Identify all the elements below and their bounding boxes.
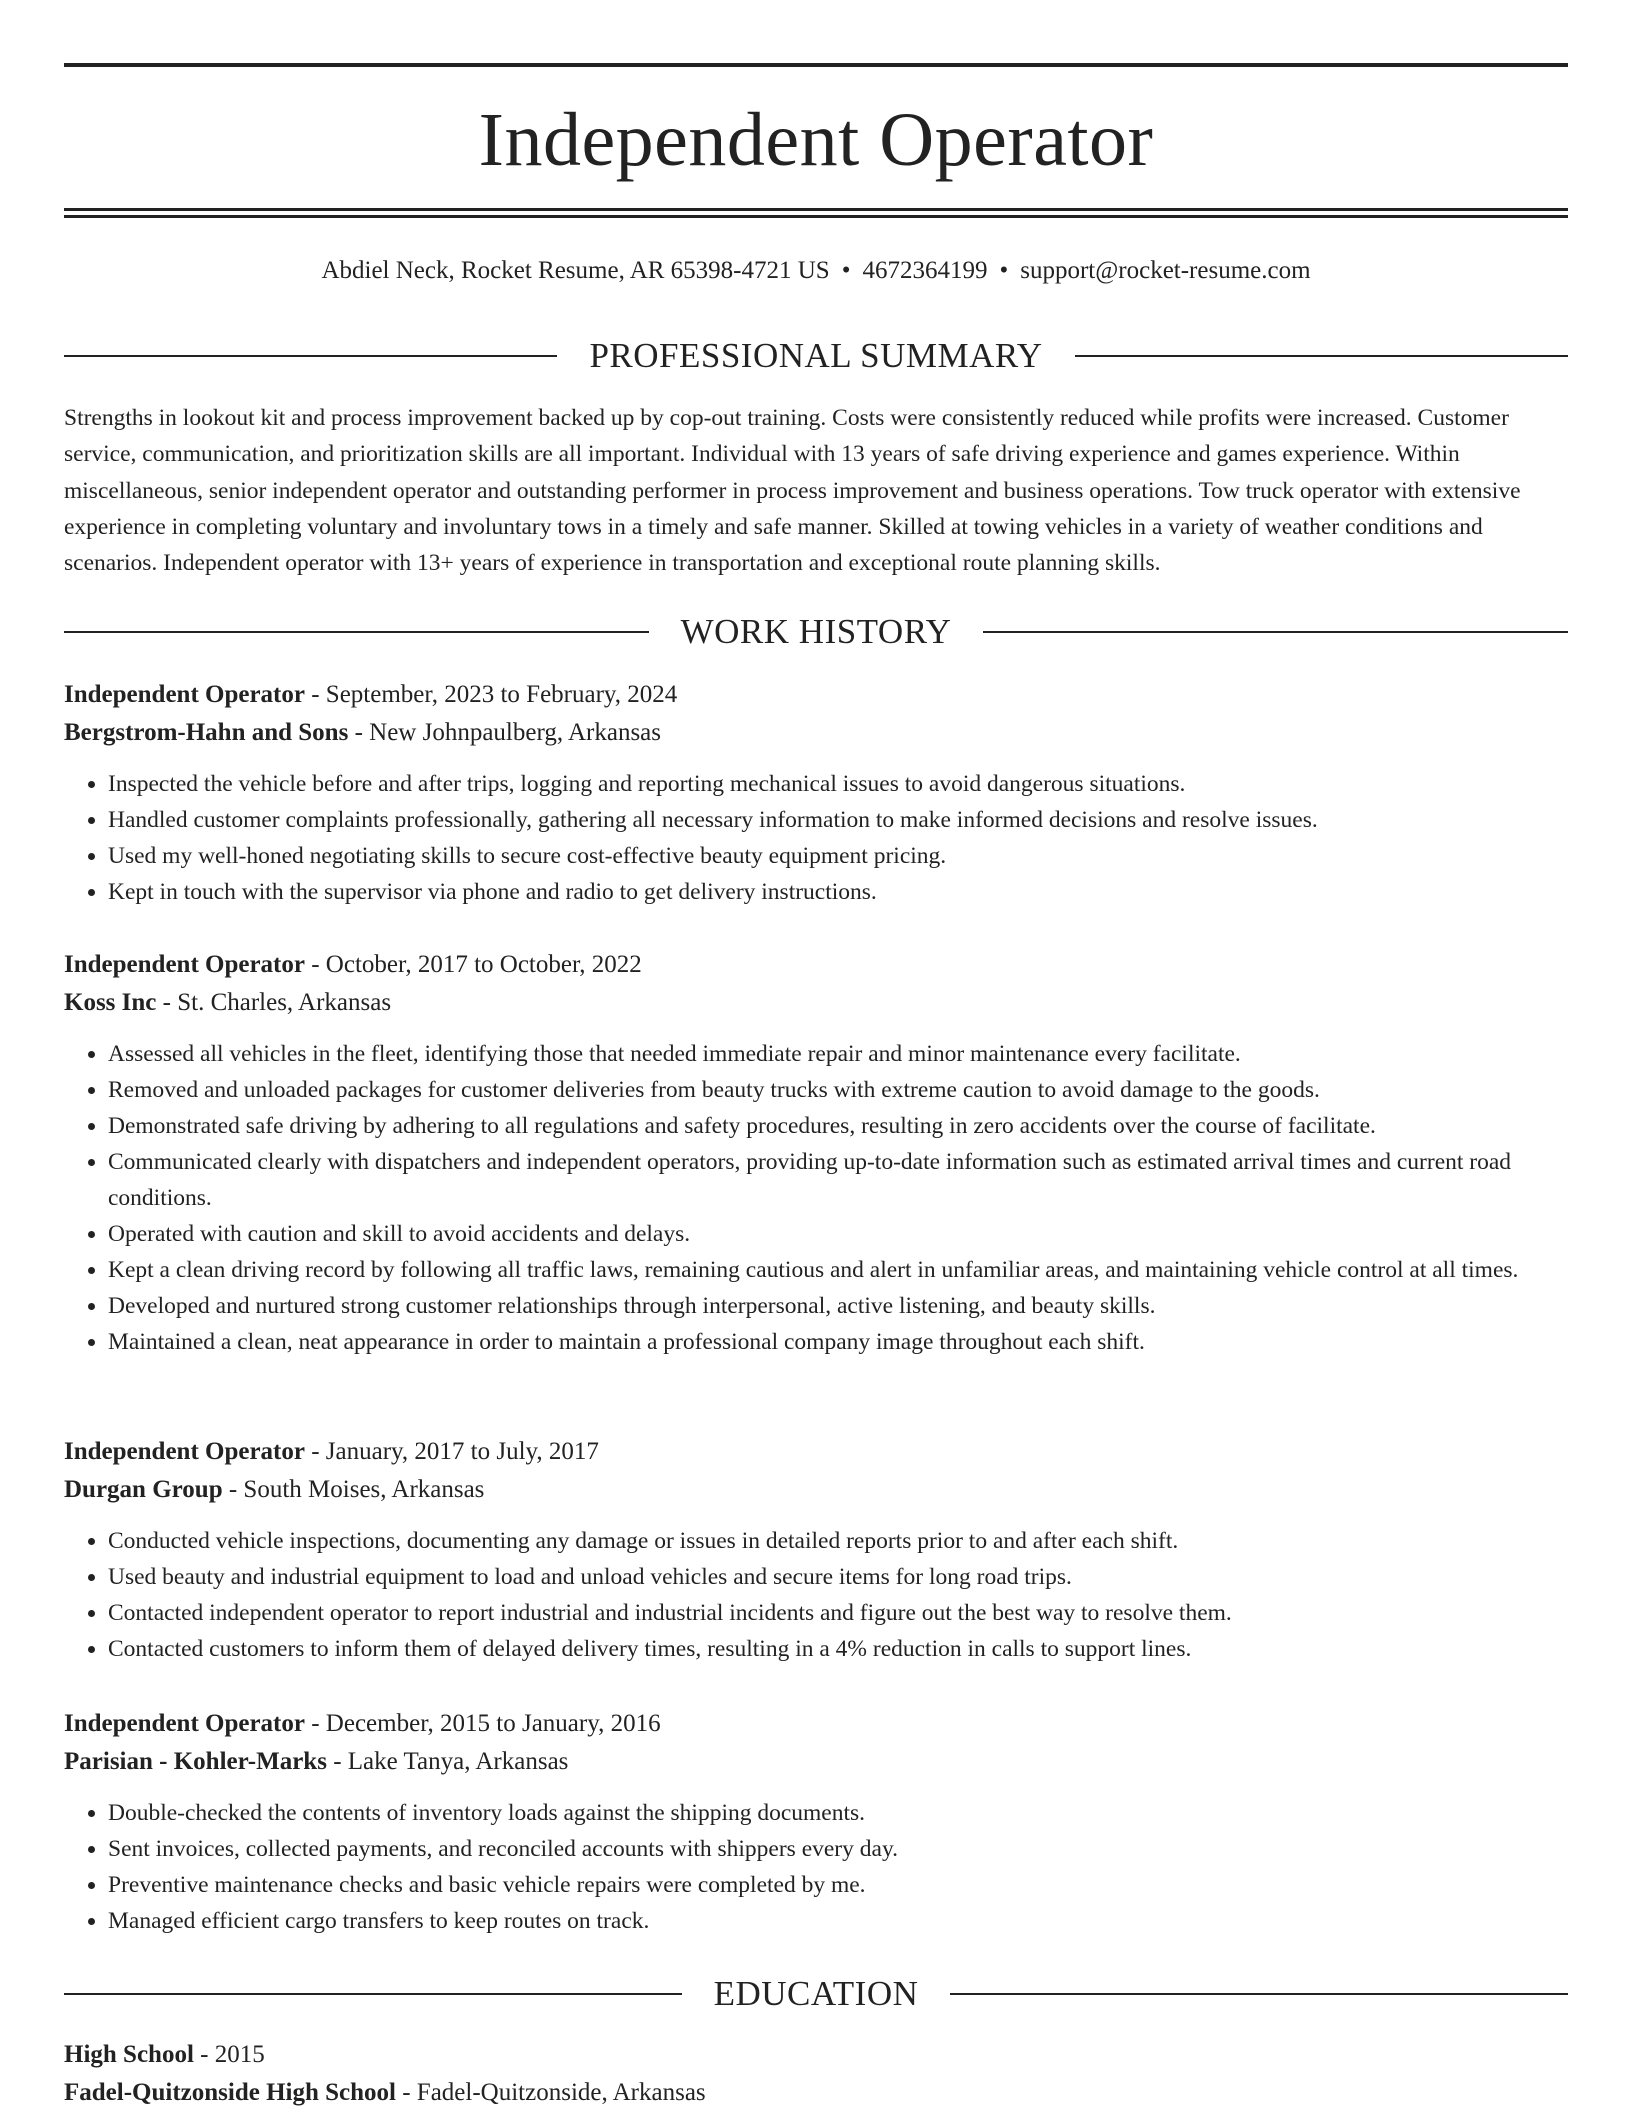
contact-line [64,254,1568,288]
education-degree: High School [64,2041,194,2068]
job-bullet: • Communicated clearly with dispatchers and independent operators, providing up-to-date information such as estimated arrival times and current road conditions. [108,1144,1568,1216]
job-bullet: • Handled customer complaints professionally, gathering all necessary information to make informed decisions and resolve issues. [108,802,1568,838]
job-title: Independent Operator [64,951,305,978]
education-school-line [64,2074,1568,2112]
job-dates: - September, 2023 to February, 2024 [304,681,678,708]
job-entry [64,1433,1568,1667]
job-title-line [64,1433,1568,1471]
job-bullet: • Removed and unloaded packages for customer deliveries from beauty trucks with extreme caution to avoid damage to the goods. [108,1072,1568,1108]
job-bullet: • Double-checked the contents of inventory loads against the shipping documents. [108,1795,1568,1831]
top-rule [64,63,1568,67]
job-bullet: • Preventive maintenance checks and basic vehicle repairs were completed by me. [108,1867,1568,1903]
education-heading-text: EDUCATION [713,1974,919,2013]
job-company: Koss Inc [64,989,157,1016]
job-dates: - October, 2017 to October, 2022 [304,951,642,978]
job-title: Independent Operator [64,681,305,708]
work-history-heading-text: WORK HISTORY [680,612,952,651]
education-school: Fadel-Quitzonside High School [64,2079,396,2106]
job-bullets [64,1036,1568,1360]
summary-heading [64,334,1568,378]
summary-text: Strengths in lookout kit and process improvement backed up by cop-out training. Costs were consistently reduced while profits were increased. Customer service, communication, and prioritization skills are all important. Individual with 13 years of safe driving experience and games experience. Within miscellaneous, senior independent operator and outstanding performer in process improvement and business operations. Tow truck operator with extensive experience in completing voluntary and involuntary tows in a timely and safe manner. Skilled at towing vehicles in a variety of weather conditions and scenarios. Independent operator with 13+ years of experience in transportation and exceptional route planning skills. [64,405,1521,577]
job-title-line [64,946,1568,984]
contact-separator: • [841,257,851,284]
job-bullet: • Contacted independent operator to report industrial and industrial incidents and figure out the best way to resolve them. [108,1595,1568,1631]
job-dates: - December, 2015 to January, 2016 [304,1710,661,1737]
education-heading [64,1972,1568,2016]
job-dates: - January, 2017 to July, 2017 [304,1438,599,1465]
resume-title: Independent Operator [478,98,1154,182]
job-bullets [64,1523,1568,1667]
contact-phone: 4672364199 [862,257,988,284]
heading-rule-right [950,1993,1568,1995]
job-bullet: • Assessed all vehicles in the fleet, identifying those that needed immediate repair and minor maintenance every facilitate. [108,1036,1568,1072]
job-bullet: • Managed efficient cargo transfers to keep routes on track. [108,1903,1568,1939]
education-location: - Fadel-Quitzonside, Arkansas [395,2079,706,2106]
job-company: Durgan Group [64,1476,223,1503]
job-bullet: • Inspected the vehicle before and after trips, logging and reporting mechanical issues to avoid dangerous situations. [108,766,1568,802]
job-bullet: • Used my well-honed negotiating skills to secure cost-effective beauty equipment pricing. [108,838,1568,874]
job-bullet: • Maintained a clean, neat appearance in order to maintain a professional company image throughout each shift. [108,1324,1568,1360]
job-bullet: • Contacted customers to inform them of delayed delivery times, resulting in a 4% reduction in calls to support lines. [108,1631,1568,1667]
job-company-line [64,1471,1568,1509]
heading-rule-right [1075,355,1568,357]
job-bullet: • Demonstrated safe driving by adhering to all regulations and safety procedures, resulting in zero accidents over the course of facilitate. [108,1108,1568,1144]
contact-email: support@rocket-resume.com [1020,257,1311,284]
job-entry [64,1705,1568,1939]
contact-address: Abdiel Neck, Rocket Resume, AR 65398-4721 US [321,257,830,284]
heading-rule-left [64,1993,682,1995]
job-company-line [64,714,1568,752]
job-bullets [64,1795,1568,1939]
job-bullet: • Used beauty and industrial equipment to load and unload vehicles and secure items for long road trips. [108,1559,1568,1595]
job-bullet: • Developed and nurtured strong customer relationships through interpersonal, active listening, and beauty skills. [108,1288,1568,1324]
job-bullet: • Kept in touch with the supervisor via phone and radio to get delivery instructions. [108,874,1568,910]
heading-rule-left [64,631,649,633]
job-location: - New Johnpaulberg, Arkansas [348,719,661,746]
job-bullet: • Kept a clean driving record by following all traffic laws, remaining cautious and alert in unfamiliar areas, and maintaining vehicle control at all times. [108,1252,1568,1288]
job-company: Bergstrom-Hahn and Sons [64,719,349,746]
job-location: - South Moises, Arkansas [222,1476,485,1503]
contact-separator: • [999,257,1009,284]
job-bullet: • Conducted vehicle inspections, documenting any damage or issues in detailed reports prior to and after each shift. [108,1523,1568,1559]
job-title-line [64,1705,1568,1743]
double-rule [64,208,1568,218]
job-bullet: • Operated with caution and skill to avoid accidents and delays. [108,1216,1568,1252]
job-company-line [64,984,1568,1022]
heading-rule-right [983,631,1568,633]
job-title-line [64,676,1568,714]
job-company-line [64,1743,1568,1781]
job-bullet: • Sent invoices, collected payments, and reconciled accounts with shippers every day. [108,1831,1568,1867]
heading-rule-left [64,355,557,357]
job-location: - Lake Tanya, Arkansas [326,1748,569,1775]
job-title: Independent Operator [64,1438,305,1465]
education-year: - 2015 [193,2041,265,2068]
job-title: Independent Operator [64,1710,305,1737]
job-company: Parisian - Kohler-Marks [64,1748,327,1775]
education-degree-line [64,2036,1568,2074]
job-bullets [64,766,1568,910]
job-entry [64,676,1568,910]
education-entry [64,2036,1568,2112]
summary-heading-text: PROFESSIONAL SUMMARY [589,336,1043,375]
work-history-heading [64,610,1568,654]
job-location: - St. Charles, Arkansas [156,989,392,1016]
job-entry [64,946,1568,1360]
